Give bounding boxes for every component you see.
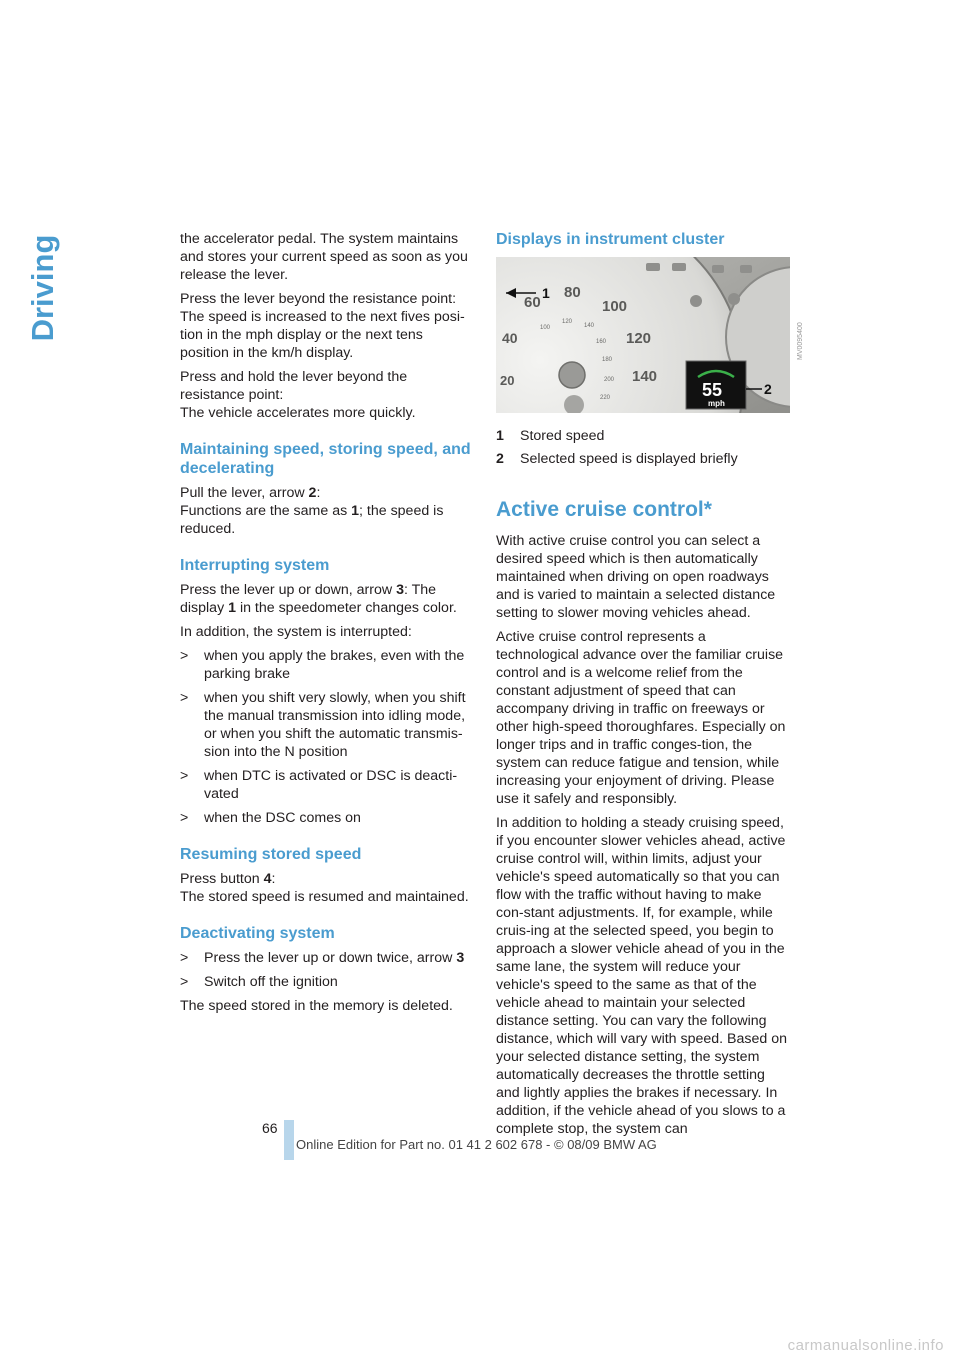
display-speed-value: 55 [702, 380, 723, 400]
list-item [180, 767, 472, 803]
list-item-text: when DTC is activated or DSC is deacti-vated [204, 768, 458, 802]
bullet-mark: > [180, 768, 189, 784]
legend-number: 1 [496, 428, 504, 444]
ref-number: 3 [396, 582, 404, 598]
ref-number: 4 [263, 871, 272, 887]
right-column [496, 230, 790, 1144]
small-tick-label: 220 [600, 395, 611, 401]
small-tick-label: 180 [602, 357, 613, 363]
display-unit: mph [708, 399, 725, 408]
list-item-text: Switch off the ignition [204, 974, 338, 990]
instrument-cluster-figure [496, 257, 790, 413]
list-item-text: Press the lever up or down twice, arrow [204, 950, 457, 966]
deactivating-closing: The speed stored in the memory is deleted. [180, 998, 453, 1014]
small-tick-label: 160 [596, 339, 607, 345]
indicator-icon [740, 265, 752, 273]
press-hold-line1: Press and hold the lever beyond the resistance point: [180, 369, 408, 403]
bullet-mark: > [180, 974, 189, 990]
section-tab [25, 230, 60, 342]
body-paragraph: In addition to holding a steady cruising speed, if you encounter slower vehicles ahead, active cruise control will, within limits, adjust your vehicle's speed automatically so that you can flow with the traffic without having to make con-stant adjustments. If, for example, while cruis-ing at the selected speed, you begin to approach a slower vehicle ahead of you in the same lane, the system will reduce your vehicle's speed to the same as that of the vehicle ahead to maintain your selected distance setting. You can vary the following distance, which will vary with speed. Based on your selected distance setting, the system automatically decreases the throttle setting and lightly applies the brakes if necessary. In addition, if the vehicle ahead of you slows to a complete stop, the system can [496, 815, 787, 1137]
small-tick-label: 100 [540, 325, 551, 331]
text-run: The stored speed is resumed and maintained. [180, 889, 469, 905]
text-run: : [271, 871, 276, 887]
tick-label: 80 [564, 284, 581, 301]
legend-number: 2 [496, 451, 504, 467]
list-item [180, 973, 472, 991]
list-item-text: when you shift very slowly, when you shift the manual transmission into idling mode, or when you shift the automatic transmis-sion into the N position [204, 690, 466, 760]
list-item [180, 689, 472, 761]
indicator-icon [728, 293, 740, 305]
interrupting-intro: In addition, the system is interrupted: [180, 624, 412, 640]
small-tick-label: 120 [562, 319, 573, 325]
list-item-text: when you apply the brakes, even with the parking brake [204, 648, 465, 682]
list-item-text: when the DSC comes on [204, 810, 361, 826]
text-run: in the speedometer changes color. [236, 600, 457, 616]
text-run: : The display [180, 582, 437, 616]
indicator-icon [690, 295, 702, 307]
ref-number: 1 [228, 600, 236, 616]
tick-label: 140 [632, 368, 658, 385]
intro-paragraph: the accelerator pedal. The system maintains and stores your current speed as soon as you release the lever. [180, 231, 468, 283]
bullet-mark: > [180, 810, 189, 826]
callout-2: 2 [764, 381, 772, 397]
legend-item [496, 450, 790, 468]
text-run: Press the lever up or down, arrow [180, 582, 397, 598]
footer-edition: Online Edition for Part no. 01 41 2 602 678 - © 08/09 BMW AG [296, 1137, 657, 1152]
legend-text: Stored speed [520, 428, 605, 444]
tick-label: 40 [502, 330, 518, 346]
tick-label: 20 [500, 373, 515, 388]
indicator-icon [712, 265, 724, 273]
callout-1: 1 [542, 285, 550, 301]
ref-number: 1 [351, 503, 360, 519]
section-tab-label: Driving [25, 234, 60, 342]
deactivating-heading: Deactivating system [180, 925, 335, 942]
small-tick-label: 200 [604, 377, 615, 383]
list-item [180, 949, 472, 967]
resuming-heading: Resuming stored speed [180, 846, 362, 863]
list-item [180, 809, 472, 827]
body-paragraph: Active cruise control represents a technological advance over the familiar cruise control and is a welcome relief from the constant adjustment of speed that can accompany driving in traffic on freeways or other high-speed thoroughfares. Especially on longer trips and in traffic conges-tion, the system can reduce fatigue and tension, while increasing your enjoyment of driving. Please use it safely and responsibly. [496, 629, 786, 807]
body-paragraph: With active cruise control you can select a desired speed which is then automatically maintained when driving on open roadways and is varied to maintain a selected distance setting to slower moving vehicles ahead. [496, 533, 776, 621]
tick-label: 60 [524, 294, 541, 311]
speedometer-illustration [496, 257, 790, 413]
small-tick-label: 140 [584, 323, 595, 329]
footer-bar [284, 1120, 294, 1160]
indicator-icon [672, 263, 686, 271]
tick-label: 100 [602, 298, 628, 315]
text-run: Functions are the same as [180, 503, 352, 519]
tick-label: 120 [626, 330, 652, 347]
interrupting-heading: Interrupting system [180, 557, 330, 574]
bullet-mark: > [180, 950, 189, 966]
text-run: : [316, 485, 321, 501]
bullet-mark: > [180, 648, 189, 664]
left-column [180, 230, 472, 1021]
text-run: Pull the lever, arrow [180, 485, 309, 501]
ref-number: 3 [456, 950, 465, 966]
displays-heading: Displays in instrument cluster [496, 231, 725, 248]
ref-number: 2 [308, 485, 317, 501]
press-hold-paragraph [180, 368, 472, 422]
press-hold-line2: The vehicle accelerates more quickly. [180, 405, 416, 421]
resuming-paragraph [180, 870, 472, 906]
maintaining-heading: Maintaining speed, storing speed, and decelerating [180, 441, 471, 477]
active-cruise-heading: Active cruise control* [496, 498, 712, 521]
needle-hub [559, 362, 585, 388]
indicator-icon [646, 263, 660, 271]
figure-code: MV0095400 [797, 322, 804, 360]
bullet-mark: > [180, 690, 189, 706]
interrupting-paragraph [180, 581, 472, 617]
text-run: Press button [180, 871, 264, 887]
legend-text: Selected speed is displayed briefly [520, 451, 738, 467]
intro-paragraph: Press the lever beyond the resistance point: The speed is increased to the next fives posi-tion in the mph display or the next tens position in the km/h display. [180, 291, 465, 361]
watermark: carmanualsonline.info [787, 1337, 944, 1354]
page-number: 66 [262, 1120, 278, 1136]
list-item [180, 647, 472, 683]
text-run: ; the speed is reduced. [180, 503, 444, 537]
legend-item [496, 427, 790, 445]
maintaining-paragraph [180, 484, 472, 538]
